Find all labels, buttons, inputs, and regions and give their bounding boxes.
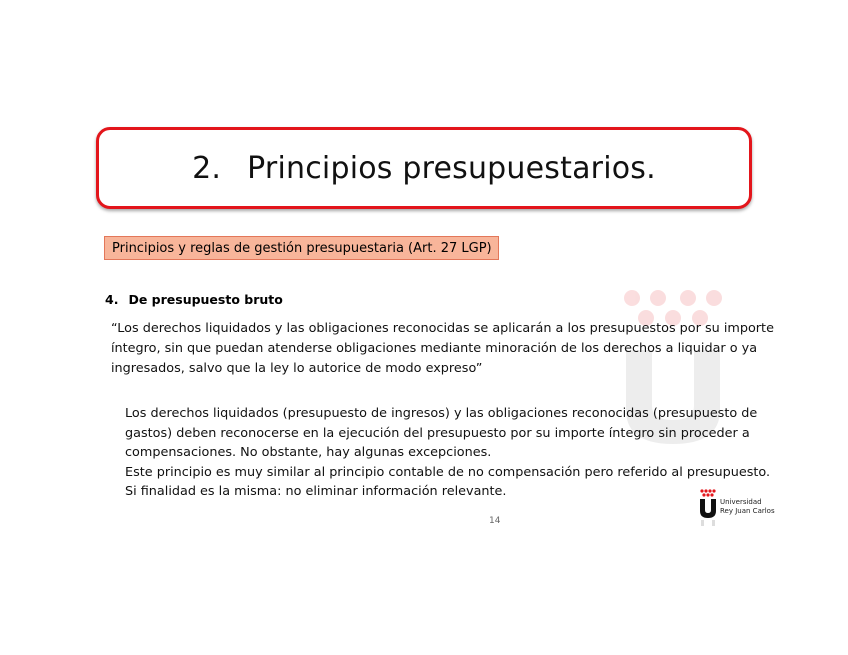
title-number: 2. — [192, 150, 222, 186]
quote-line: “Los derechos liquidados y las obligaciones reconocidas se aplicarán a los presupuestos por su importe — [111, 321, 774, 336]
section-number: 4. — [105, 292, 119, 307]
page-number: 14 — [489, 516, 501, 526]
slide-title — [192, 151, 656, 186]
body-line: gastos) deben reconocerse en la ejecución del presupuesto por su importe íntegro sin proceder a — [125, 425, 750, 441]
body-line: compensaciones. No obstante, hay algunas excepciones. — [125, 445, 492, 460]
quote-line: ingresados, salvo que la ley lo autorice de modo expreso” — [111, 361, 483, 376]
body-line: Los derechos liquidados (presupuesto de ingresos) y las obligaciones reconocidas (presupuesto de — [125, 406, 758, 421]
section-title: De presupuesto bruto — [128, 292, 283, 307]
logo-line-name: Rey Juan Carlos — [720, 506, 775, 515]
title-text: Principios presupuestarios. — [247, 150, 656, 186]
title-box — [96, 127, 752, 209]
quote-block — [111, 319, 774, 379]
logo-line-university: Universidad — [720, 498, 762, 506]
logo-text — [720, 498, 775, 515]
quote-line: íntegro, sin que puedan atenderse obligaciones mediante minoración de los derechos a liquidar o ya — [111, 341, 758, 356]
body-line: Si finalidad es la misma: no eliminar información relevante. — [125, 484, 507, 499]
subtitle-box — [104, 236, 499, 260]
section-heading — [105, 292, 283, 307]
subtitle: Principios y reglas de gestión presupuestaria (Art. 27 LGP) — [112, 240, 492, 256]
body-line: Este principio es muy similar al principio contable de no compensación pero referido al presupuesto. — [125, 464, 771, 480]
